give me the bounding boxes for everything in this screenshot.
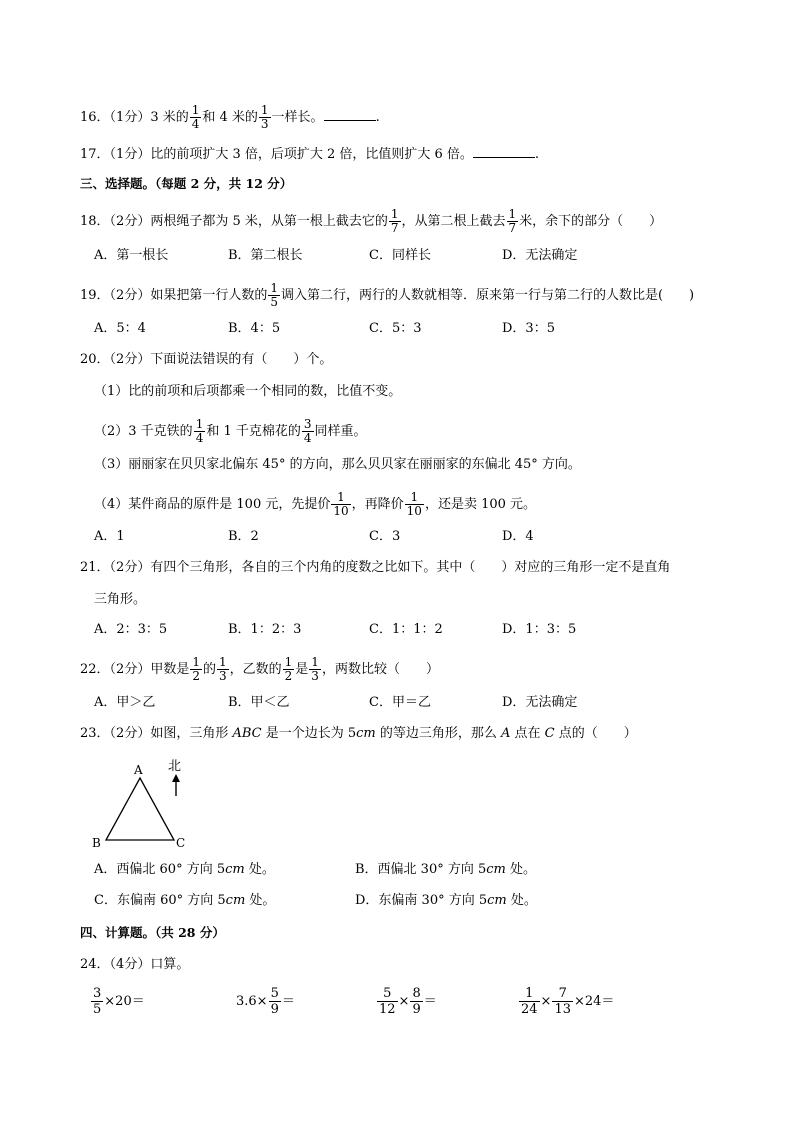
option-d[interactable]: D．3：5 xyxy=(502,321,555,336)
fraction: $\frac{1}{2}$ xyxy=(192,655,200,683)
triangle-figure xyxy=(88,752,198,852)
option-b[interactable]: B．1：2：3 xyxy=(228,622,302,637)
question-17: 17．（1分）比的前项扩大 3 倍，后项扩大 2 倍，比值则扩大 6 倍。 . xyxy=(80,143,539,165)
fraction: $\frac{3}{4}$ xyxy=(303,417,312,445)
question-21: 21．（2分）有四个三角形，各自的三个内角的度数之比如下。其中（ ）对应的三角形一定不是直角 xyxy=(80,560,671,575)
fraction: $\frac{1}{5}$ xyxy=(270,281,278,309)
question-23: 23．（2分）如图，三角形 ABC 是一个边长为 5cm 的等边三角形，那么 A 点在 C 点的（ ） xyxy=(80,726,637,741)
expression-1: $\frac{3}{5}$ ×20＝ xyxy=(93,986,145,1017)
north-label: 北 xyxy=(168,759,182,774)
option-a[interactable]: A．1 xyxy=(94,529,125,544)
option-a[interactable]: A．5：4 xyxy=(94,321,146,336)
option-d[interactable]: D．无法确定 xyxy=(502,695,578,710)
expression-2: 3.6× $\frac{5}{9}$ ＝ xyxy=(236,986,295,1017)
option-d[interactable]: D．无法确定 xyxy=(502,248,578,263)
question-24: 24．（4分）口算。 xyxy=(80,957,190,972)
option-d[interactable]: D．1：3：5 xyxy=(502,622,577,637)
option-c[interactable]: C．5：3 xyxy=(369,321,422,336)
triangle-abc xyxy=(106,778,174,840)
statement-2: （2）3 千克铁的 $\frac{1}{4}$ 和 1 千克棉花的 $\frac{3}{4}$ 同样重。 xyxy=(94,417,367,445)
option-a[interactable]: A．甲＞乙 xyxy=(94,695,156,710)
option-b[interactable]: B．2 xyxy=(228,529,259,544)
statement-4: （4）某件商品的原件是 100 元，先提价 $\frac{1}{10}$ ，再降价 $\frac{1}{10}$ ，还是卖 100 元。 xyxy=(94,490,537,518)
statement-3: （3）丽丽家在贝贝家北偏东 45° 的方向，那么贝贝家在丽丽家的东偏北 45° 方向。 xyxy=(94,457,581,472)
question-21-cont: 三角形。 xyxy=(94,592,147,607)
section-4-title: 四、计算题。（共 28 分） xyxy=(80,925,225,940)
option-c[interactable]: C．同样长 xyxy=(369,248,431,263)
option-c[interactable]: C．甲＝乙 xyxy=(369,695,431,710)
option-b[interactable]: B．甲＜乙 xyxy=(228,695,290,710)
vertex-label-b: B xyxy=(92,836,101,850)
answer-blank[interactable] xyxy=(324,106,376,121)
fraction: $\frac{1}{10}$ xyxy=(406,490,422,518)
fraction: $\frac{1}{2}$ xyxy=(284,655,293,683)
option-a[interactable]: A．第一根长 xyxy=(94,248,169,263)
fraction: $\frac{1}{7}$ xyxy=(390,207,399,235)
question-16: 16．（1分）3 米的 $\frac{1}{4}$ 和 4 米的 $\frac{1}{3}$ 一样长。 . xyxy=(80,103,380,131)
question-19: 19．（2分）如果把第一行人数的 $\frac{1}{5}$ 调入第二行，两行的人数就相等．原来第一行与第二行的人数比是( ) xyxy=(80,281,695,309)
option-c[interactable]: C．东偏南 60° 方向 5cm 处。 xyxy=(94,893,276,908)
option-b[interactable]: B．4：5 xyxy=(228,321,281,336)
option-c[interactable]: C．3 xyxy=(369,529,401,544)
option-a[interactable]: A．2：3：5 xyxy=(94,622,168,637)
statement-1: （1）比的前项和后项都乘一个相同的数，比值不变。 xyxy=(94,384,402,399)
fraction: $\frac{1}{3}$ xyxy=(218,655,227,683)
fraction: $\frac{1}{3}$ xyxy=(311,655,319,683)
fraction: $\frac{1}{7}$ xyxy=(508,207,517,235)
expression-4: $\frac{1}{24}$ × $\frac{7}{13}$ ×24＝ xyxy=(521,986,615,1017)
question-22: 22．（2分）甲数是 $\frac{1}{2}$ 的 $\frac{1}{3}$ ，乙数的 $\frac{1}{2}$ 是 $\frac{1}{3}$ ，两数比较（ ） xyxy=(80,655,439,683)
fraction: $\frac{1}{4}$ xyxy=(195,417,204,445)
vertex-label-a: A xyxy=(134,763,143,777)
option-b[interactable]: B．西偏北 30° 方向 5cm 处。 xyxy=(355,862,537,877)
question-18: 18．（2分）两根绳子都为 5 米，从第一根上截去它的 $\frac{1}{7}$ ，从第二根上截去 $\frac{1}{7}$ 米，余下的部分（ ） xyxy=(80,207,663,235)
option-c[interactable]: C．1：1：2 xyxy=(369,622,443,637)
answer-blank[interactable] xyxy=(473,143,535,158)
fraction: $\frac{1}{4}$ xyxy=(191,103,200,131)
expression-3: $\frac{5}{12}$ × $\frac{8}{9}$ ＝ xyxy=(379,986,437,1017)
fraction: $\frac{1}{3}$ xyxy=(260,103,269,131)
fraction: $\frac{1}{10}$ xyxy=(333,490,349,518)
option-a[interactable]: A．西偏北 60° 方向 5cm 处。 xyxy=(94,862,275,877)
vertex-label-c: C xyxy=(176,836,186,850)
arrow-head-icon xyxy=(172,774,180,782)
question-20: 20．（2分）下面说法错误的有（ ）个。 xyxy=(80,352,333,367)
option-b[interactable]: B．第二根长 xyxy=(228,248,303,263)
section-3-title: 三、选择题。（每题 2 分，共 12 分） xyxy=(80,176,293,191)
option-d[interactable]: D．东偏南 30° 方向 5cm 处。 xyxy=(355,893,537,908)
option-d[interactable]: D．4 xyxy=(502,529,534,544)
